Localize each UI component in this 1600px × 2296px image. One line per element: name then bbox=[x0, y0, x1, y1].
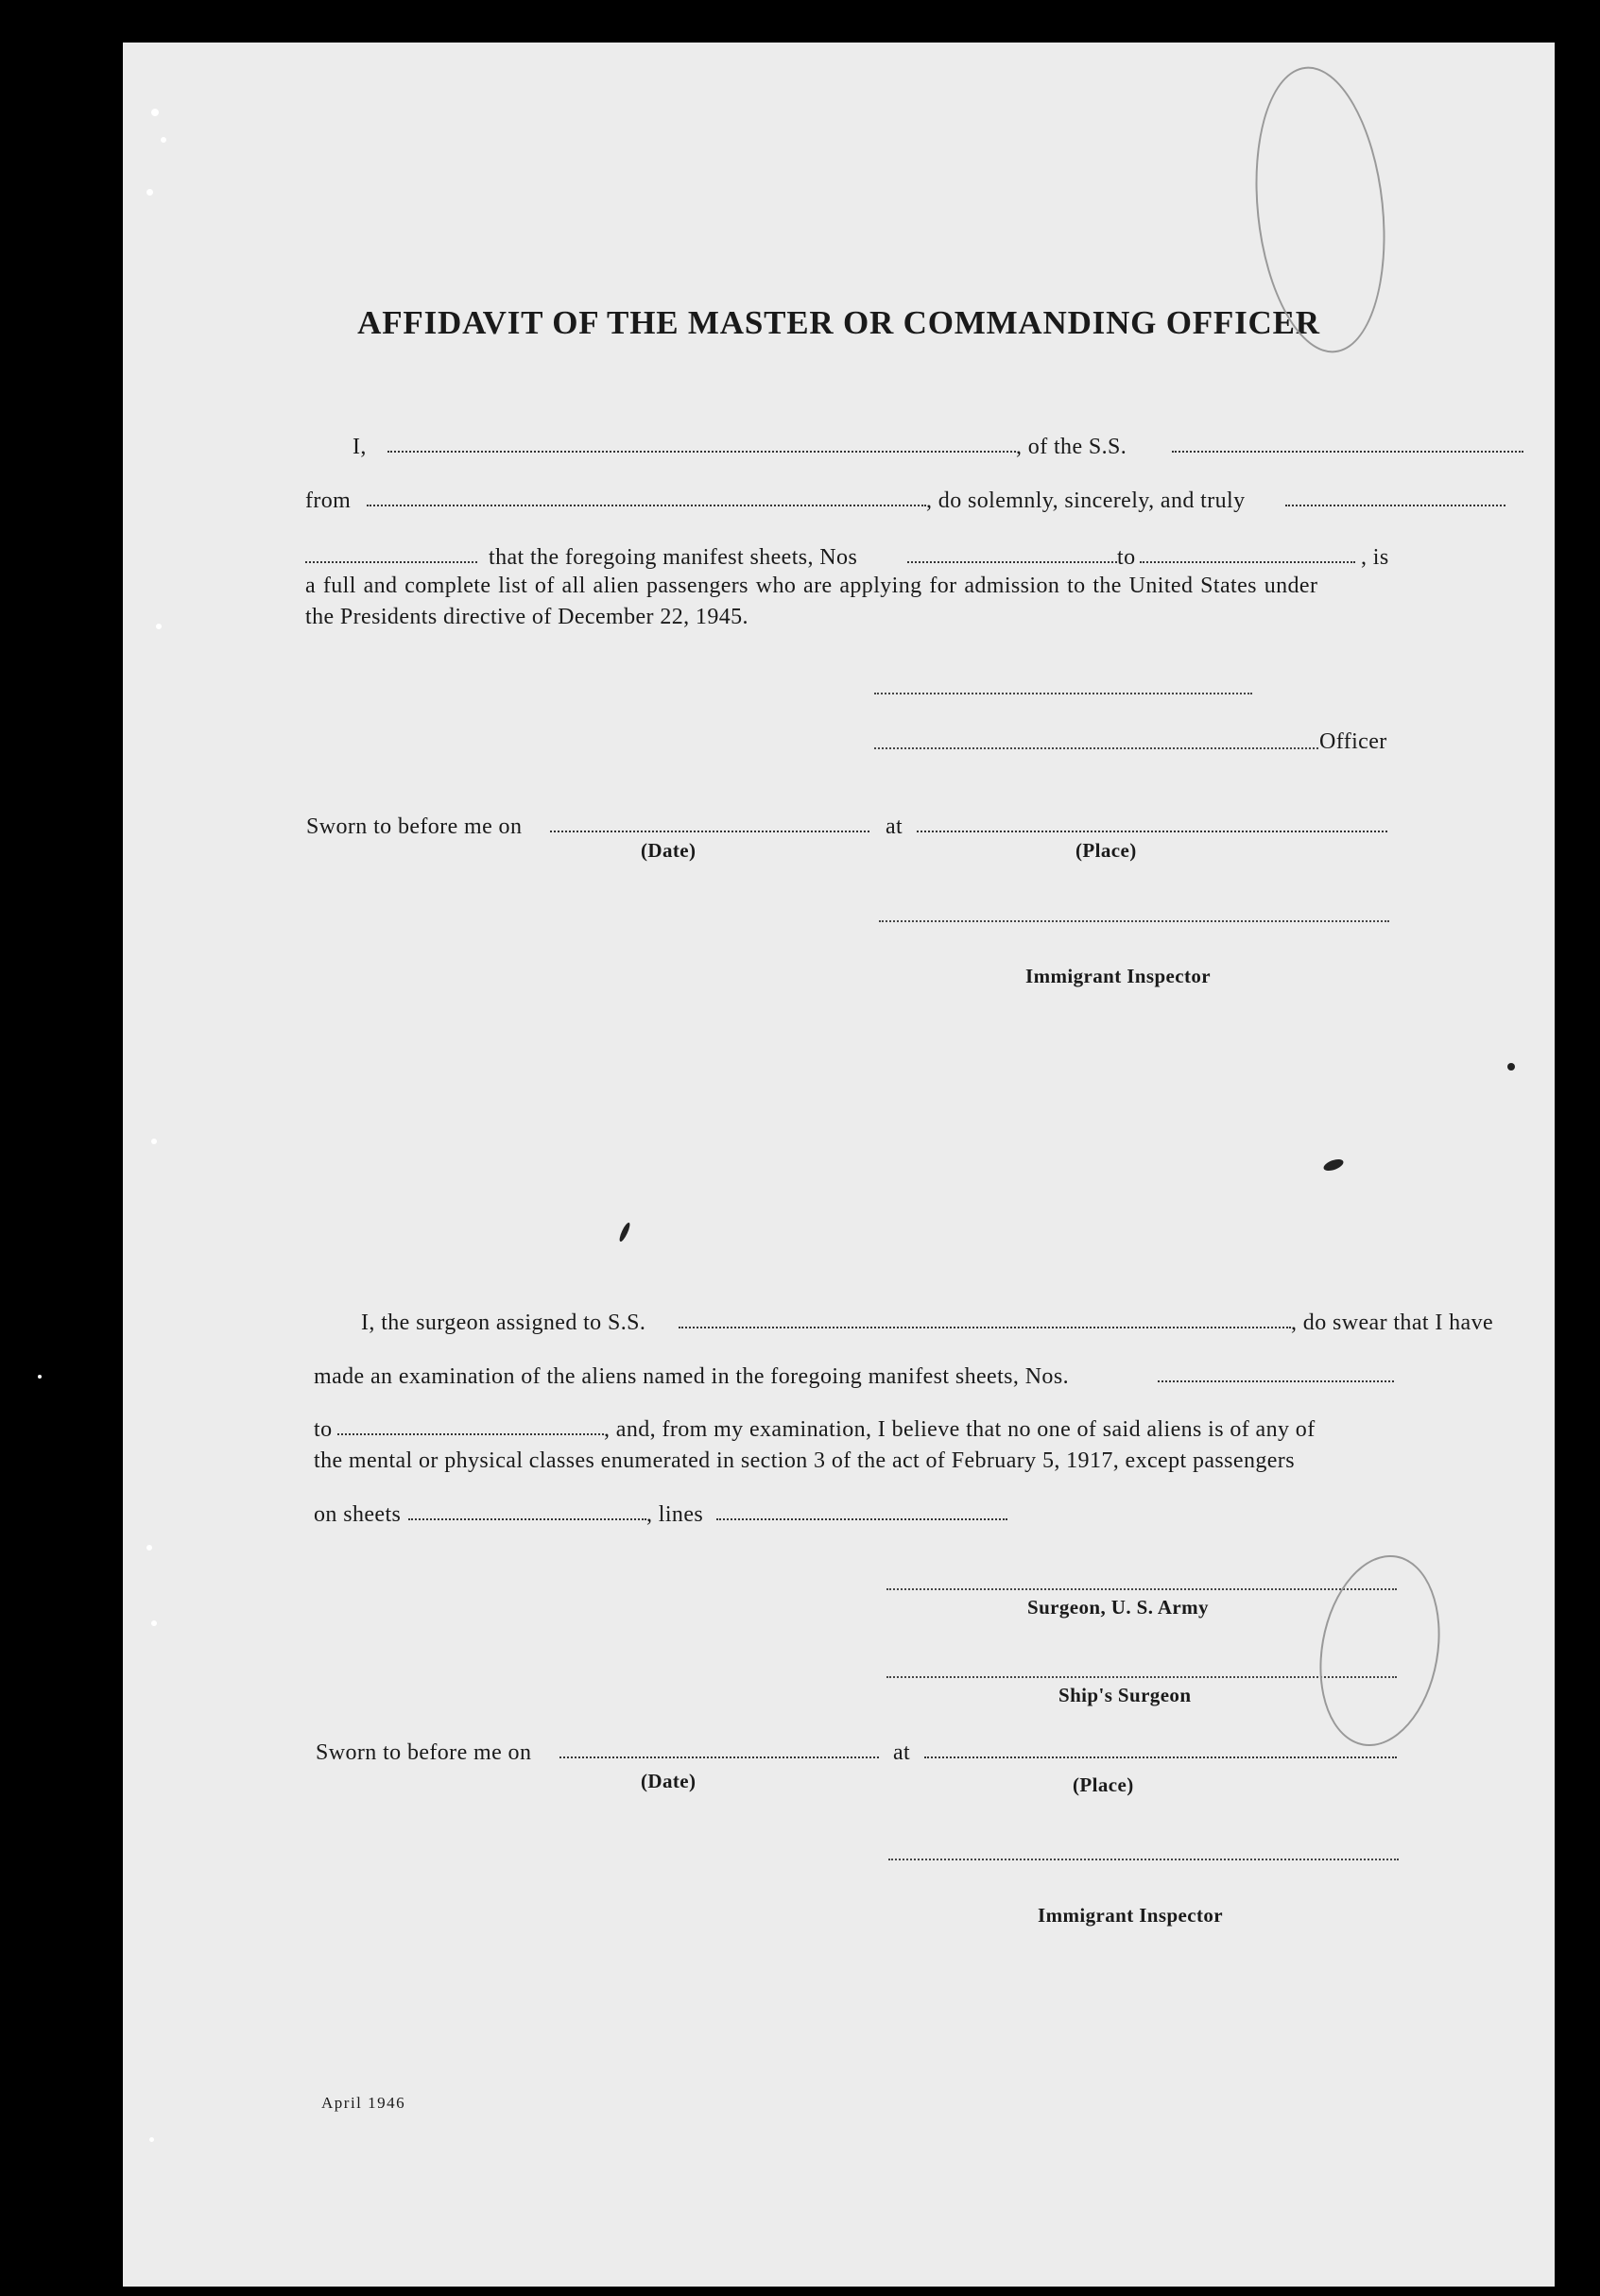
army-surgeon-signature-line[interactable] bbox=[886, 1588, 1397, 1590]
margin-speck bbox=[156, 624, 162, 629]
margin-speck bbox=[151, 1620, 157, 1626]
master-line1-ship: , of the S.S. bbox=[1016, 435, 1127, 459]
margin-speck bbox=[146, 1545, 152, 1551]
margin-speck bbox=[38, 1375, 42, 1379]
master-nos-from-blank[interactable] bbox=[907, 561, 1117, 563]
surgeon-sworn-date-blank[interactable] bbox=[559, 1756, 879, 1758]
surgeon-sworn-label: Sworn to before me on bbox=[316, 1740, 532, 1765]
form-title: AFFIDAVIT OF THE MASTER OR COMMANDING OFFICER bbox=[357, 304, 1320, 341]
officer-signature-line[interactable] bbox=[874, 747, 1318, 749]
pencil-circle-mark bbox=[1305, 1546, 1454, 1756]
surgeon-place-caption: (Place) bbox=[1073, 1773, 1134, 1796]
master-line2-from: from bbox=[305, 488, 352, 513]
master-line1-i: I, bbox=[353, 435, 367, 459]
surgeon-sworn-place-blank[interactable] bbox=[924, 1756, 1397, 1758]
ink-speck bbox=[1507, 1063, 1515, 1071]
ink-speck bbox=[1322, 1157, 1345, 1174]
master-inspector-line[interactable] bbox=[879, 920, 1389, 922]
master-place-caption: (Place) bbox=[1075, 839, 1137, 862]
ship-surgeon-caption: Ship's Surgeon bbox=[1058, 1684, 1192, 1706]
master-line4: a full and complete list of all alien passengers who are applying for admission to the United States under bbox=[305, 574, 1318, 598]
master-line3-to: to bbox=[1117, 545, 1136, 570]
margin-speck bbox=[149, 2137, 154, 2142]
surgeon-sworn-at: at bbox=[893, 1740, 911, 1765]
surgeon-lines-blank[interactable] bbox=[716, 1518, 1007, 1520]
master-line3-is: , is bbox=[1361, 545, 1389, 570]
master-swear-blank[interactable] bbox=[1285, 505, 1505, 506]
master-name-blank[interactable] bbox=[387, 451, 1016, 453]
surgeon-to-blank[interactable] bbox=[337, 1433, 604, 1435]
master-ship-blank[interactable] bbox=[1172, 451, 1523, 453]
master-date-caption: (Date) bbox=[641, 839, 697, 862]
surgeon-line1-a: I, the surgeon assigned to S.S. bbox=[361, 1311, 646, 1335]
master-sworn-date-blank[interactable] bbox=[550, 831, 869, 832]
surgeon-inspector-caption: Immigrant Inspector bbox=[1038, 1904, 1223, 1927]
surgeon-ship-blank[interactable] bbox=[679, 1327, 1291, 1328]
margin-speck bbox=[146, 189, 153, 196]
surgeon-line4: the mental or physical classes enumerated in section 3 of the act of February 5, 1917, except passengers bbox=[314, 1448, 1295, 1473]
master-signature-line[interactable] bbox=[874, 693, 1252, 694]
master-from-blank[interactable] bbox=[367, 505, 926, 506]
surgeon-inspector-line[interactable] bbox=[888, 1859, 1399, 1860]
officer-caption: Officer bbox=[1319, 729, 1387, 754]
master-inspector-caption: Immigrant Inspector bbox=[1025, 965, 1211, 987]
surgeon-line3-b: , and, from my examination, I believe that no one of said aliens is of any of bbox=[604, 1417, 1316, 1442]
surgeon-sheets-blank[interactable] bbox=[408, 1518, 646, 1520]
surgeon-nos-blank[interactable] bbox=[1158, 1380, 1394, 1382]
surgeon-line5-a: on sheets bbox=[314, 1502, 402, 1527]
form-date-footer: April 1946 bbox=[321, 2094, 406, 2112]
surgeon-line1-b: , do swear that I have bbox=[1291, 1311, 1494, 1335]
surgeon-line3-to: to bbox=[314, 1417, 333, 1442]
master-oath-blank[interactable] bbox=[305, 561, 477, 563]
master-nos-to-blank[interactable] bbox=[1140, 561, 1355, 563]
margin-speck bbox=[161, 137, 166, 143]
master-line5: the Presidents directive of December 22, 1945. bbox=[305, 605, 748, 629]
surgeon-line2: made an examination of the aliens named in the foregoing manifest sheets, Nos. bbox=[314, 1364, 1069, 1389]
ink-speck bbox=[618, 1222, 632, 1242]
master-sworn-place-blank[interactable] bbox=[917, 831, 1387, 832]
margin-speck bbox=[151, 109, 159, 116]
form-page bbox=[123, 43, 1555, 2287]
master-line2-swear: , do solemnly, sincerely, and truly bbox=[926, 488, 1246, 513]
surgeon-date-caption: (Date) bbox=[641, 1770, 697, 1792]
master-line3-sheets: that the foregoing manifest sheets, Nos bbox=[489, 545, 858, 570]
master-sworn-at: at bbox=[886, 814, 903, 839]
surgeon-line5-b: , lines bbox=[646, 1502, 704, 1527]
army-surgeon-caption: Surgeon, U. S. Army bbox=[1027, 1596, 1209, 1619]
master-sworn-label: Sworn to before me on bbox=[306, 814, 523, 839]
margin-speck bbox=[151, 1139, 157, 1144]
